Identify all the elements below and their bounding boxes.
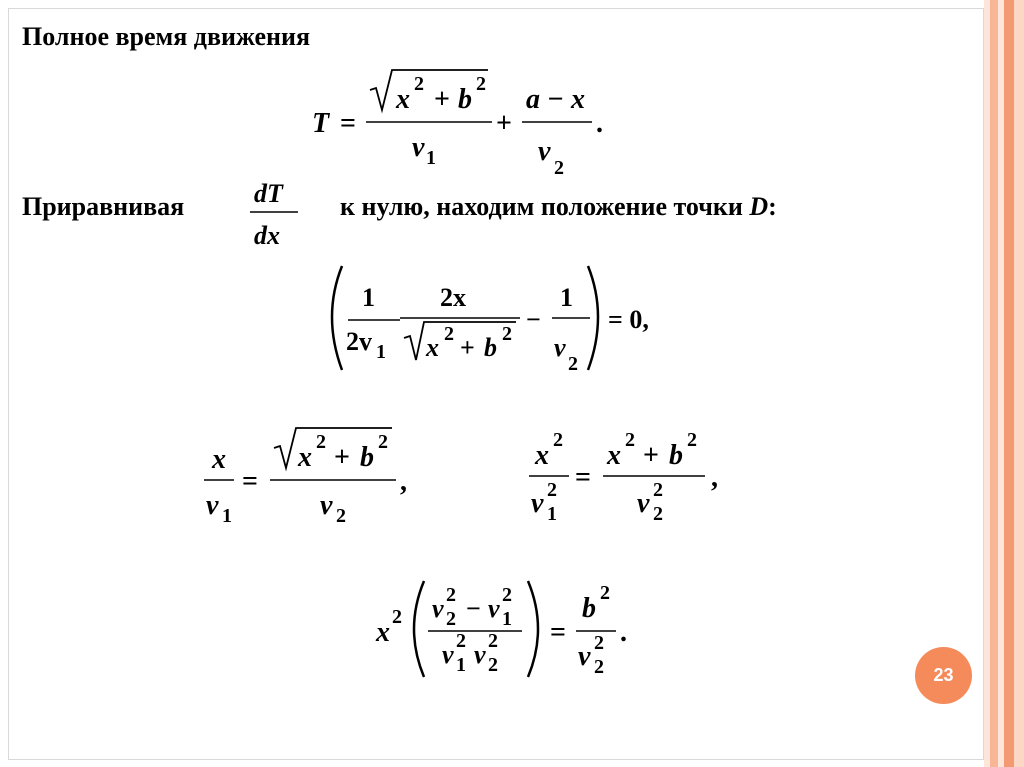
f5-v1-sub: 1 [502, 608, 512, 630]
f2-x-exp: 2 [444, 323, 454, 345]
derivative-num: dT [254, 179, 283, 208]
f5-den-v1: v [442, 640, 454, 669]
f4-num-x-exp: 2 [625, 429, 635, 451]
f4-eq: = [575, 462, 591, 493]
f5-b-exp: 2 [600, 582, 610, 604]
f1-den1: v [412, 132, 425, 163]
f4-v-exp: 2 [547, 479, 557, 501]
text-to-zero [340, 192, 777, 222]
f5-den-v1-sub: 1 [456, 654, 466, 676]
f1-num1-b: b [458, 84, 472, 115]
f3-sqrt-sign [274, 428, 392, 468]
f5-left-paren [414, 581, 424, 677]
f2-b-exp: 2 [502, 323, 512, 345]
f1-den2: v [538, 136, 551, 167]
f1-lhs: T [312, 108, 330, 139]
f3-b: b [360, 442, 374, 473]
f3-den-v-sub: 2 [336, 505, 346, 527]
f4-v-sub: 1 [547, 503, 557, 525]
page-number-badge: 23 [915, 647, 972, 704]
f5-den-v-sub: 2 [594, 656, 604, 678]
f3-eq: = [242, 466, 258, 497]
f1-den2-sub: 2 [554, 157, 564, 179]
f2-two-v: 2v [346, 327, 372, 356]
f3-comma: , [400, 466, 407, 497]
f5-right-paren [528, 581, 538, 677]
derivative-den: dx [254, 221, 280, 250]
f1-num1-b-exp: 2 [476, 73, 486, 95]
f5-x: x [376, 617, 390, 648]
f1-den1-sub: 1 [426, 147, 436, 169]
f3-v-sub: 1 [222, 505, 232, 527]
f5-den-v2-exp: 2 [488, 630, 498, 652]
f1-num1-plus: + [434, 84, 450, 115]
f5-b: b [582, 593, 596, 624]
derivative-dT-dx [240, 172, 310, 252]
f5-minus: − [466, 594, 481, 623]
text-equating: Приравнивая [22, 192, 185, 221]
f1-plus: + [496, 108, 512, 139]
f4-den-v: v [637, 488, 650, 519]
f2-rhs: = 0, [608, 305, 649, 334]
f4-comma: , [711, 462, 718, 493]
f2-one-b: 1 [560, 283, 573, 312]
f2-two-v-sub: 1 [376, 341, 386, 363]
f5-v2-exp: 2 [446, 584, 456, 606]
f4-den-v-exp: 2 [653, 479, 663, 501]
formula-final [370, 575, 650, 685]
f5-den-v1-exp: 2 [456, 630, 466, 652]
formula-ratio-x [200, 420, 420, 530]
f5-x-exp: 2 [392, 606, 402, 628]
formula-total-time [300, 60, 640, 180]
f5-v1: v [488, 594, 500, 623]
f2-b: b [484, 333, 497, 362]
f2-v-sub: 2 [568, 353, 578, 375]
f1-num1-x: x [396, 84, 410, 115]
f5-den-v: v [578, 641, 591, 672]
formula-derivative-zero [320, 260, 680, 380]
f4-x-exp: 2 [553, 429, 563, 451]
f1-num1-exp: 2 [414, 73, 424, 95]
f2-two-x: 2x [440, 283, 466, 312]
f3-num-x-exp: 2 [316, 431, 326, 453]
decorative-stripes [984, 0, 1024, 767]
formula-ratio-squared [525, 420, 735, 530]
f5-den-v-exp: 2 [594, 632, 604, 654]
f4-plus: + [643, 440, 659, 471]
f4-den-v-sub: 2 [653, 503, 663, 525]
f4-b-exp: 2 [687, 429, 697, 451]
f3-x: x [212, 444, 226, 475]
f2-one: 1 [362, 283, 375, 312]
f5-eq: = [550, 617, 566, 648]
point-colon: : [768, 192, 777, 221]
f2-left-paren [332, 266, 342, 370]
f3-b-exp: 2 [378, 431, 388, 453]
slide-heading: Полное время движения [22, 22, 311, 51]
f5-v1-exp: 2 [502, 584, 512, 606]
f5-v2-sub: 2 [446, 608, 456, 630]
f4-x: x [535, 440, 549, 471]
f2-minus: − [526, 305, 541, 334]
f5-v2: v [432, 594, 444, 623]
f3-plus: + [334, 442, 350, 473]
f5-den-v2-sub: 2 [488, 654, 498, 676]
f4-v: v [531, 488, 544, 519]
text-to-zero-body: к нулю, находим положение точки [340, 192, 743, 221]
f1-end: . [596, 108, 603, 139]
f1-num2: a − x [526, 84, 585, 115]
f3-v: v [206, 490, 219, 521]
f1-eq: = [340, 108, 356, 139]
f5-end: . [620, 617, 627, 648]
f4-num-x: x [607, 440, 621, 471]
f3-num-x: x [298, 442, 312, 473]
f2-x: x [426, 333, 439, 362]
f5-den-v2: v [474, 640, 486, 669]
f2-plus: + [460, 333, 475, 362]
point-label: D [749, 192, 769, 221]
f2-v: v [554, 333, 566, 362]
f4-b: b [669, 440, 683, 471]
f3-den-v: v [320, 490, 333, 521]
